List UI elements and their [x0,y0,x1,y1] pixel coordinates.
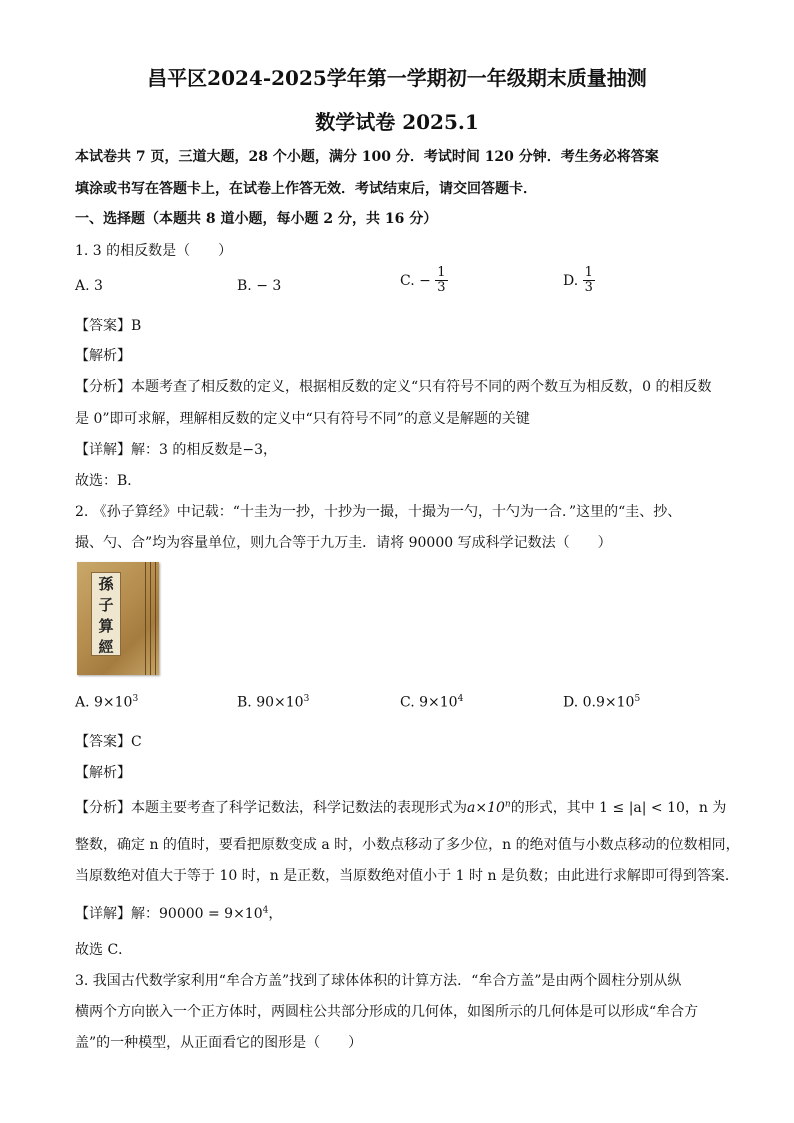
q2-fenxi-line-3: 当原数绝对值大于等于 10 时，n 是正数，当原数绝对值小于 1 时 n 是负数；由此进行求解即可得到答案． [75,868,739,884]
exponent: 4 [262,905,269,916]
q1-option-a: A. 3 [75,278,103,294]
q2-fenxi-line-2: 整数，确定 n 的值时，要看把原数变成 a 时，小数点移动了多少位，n 的绝对值与小数点移动的位数相同， [75,837,740,853]
fraction-numerator: 1 [584,265,593,280]
q3-line-2: 横两个方向嵌入一个正方体时，两圆柱公共部分形成的几何体，如图所示的几何体是可以形成“牟合方 [75,1004,699,1020]
exponent: 5 [634,694,641,704]
book-title-label [91,572,121,656]
q1-option-c [400,266,448,296]
q3-line-3: 盖”的一种模型，从正面看它的图形是（ ） [75,1035,363,1051]
q2-option-c [400,694,463,711]
q2-detail-text: 【详解】解：90000 = 9×10 [75,906,263,922]
q1-option-d-fraction [583,266,595,296]
exponent: 4 [457,694,464,704]
q1-analysis-label: 【解析】 [75,348,131,364]
q2-fenxi-formula: a×10 [467,800,505,816]
q3-line-1: 3. 我国古代数学家利用“牟合方盖”找到了球体体积的计算方法．“牟合方盖”是由两个圆柱分别从纵 [75,973,682,989]
fraction-denominator: 3 [584,280,593,296]
exam-subtitle: 数学试卷 2025.1 [315,110,479,134]
q1-option-d-prefix: D. [563,272,583,289]
book-title-char: 經 [98,638,114,656]
q1-stem: 1. 3 的相反数是（ ） [75,243,233,259]
q1-answer: 【答案】B [75,318,142,334]
q1-option-c-fraction [435,266,447,296]
intro-line-2: 填涂或书写在答题卡上，在试卷上作答无效．考试结束后，请交回答题卡． [75,181,537,197]
q2-detail-end: ， [268,906,283,922]
sunzi-suanjing-book-image [77,562,159,675]
book-binding-line [145,562,146,675]
q1-option-c-prefix: C. − [400,272,431,289]
q2-stem-line-2: 撮、勺、合”均为容量单位，则九合等于九万圭．请将 90000 写成科学记数法（ ） [75,535,612,551]
q2-choose: 故选 C． [75,942,133,958]
q2-fenxi-text-a: 【分析】本题主要考查了科学记数法，科学记数法的表现形式为 [75,800,467,816]
q2-detail [75,903,282,923]
exponent: 3 [303,694,310,704]
q1-option-b: B. − 3 [237,278,282,294]
book-binding-line [155,562,156,675]
fraction-denominator: 3 [437,280,446,296]
q1-choose: 故选：B． [75,473,142,489]
q2-fenxi-text-c: 的形式，其中 1 ≤ |a| < 10，n 为 [510,800,727,816]
q2-option-a [75,694,138,711]
q1-option-d [563,266,595,296]
q2-option-b-text: B. 90×10 [237,694,304,711]
fraction-numerator: 1 [437,265,446,280]
q2-fenxi-line-1 [75,797,726,817]
book-title-char: 算 [98,617,114,635]
book-title-char: 孫 [98,575,114,593]
book-title-char: 子 [98,596,114,614]
exam-title: 昌平区2024-2025学年第一学期初一年级期末质量抽测 [147,66,647,90]
exponent: 3 [132,694,139,704]
q2-option-b [237,694,309,711]
q2-option-c-text: C. 9×10 [400,694,458,711]
q2-answer: 【答案】C [75,734,142,750]
q2-analysis-label: 【解析】 [75,765,131,781]
q1-fenxi-line-1: 【分析】本题考查了相反数的定义，根据相反数的定义“只有符号不同的两个数互为相反数，0 的相反数 [75,379,712,395]
q2-stem-line-1: 2. 《孙子算经》中记载：“十圭为一抄，十抄为一撮，十撮为一勺，十勺为一合．”这里的“圭、抄、 [75,504,682,520]
q1-detail: 【详解】解：3 的相反数是−3， [75,442,277,458]
exponent: n [504,799,511,810]
q2-option-d [563,694,640,711]
q2-option-d-text: D. 0.9×10 [563,694,635,711]
section-1-title: 一、选择题（本题共 8 道小题，每小题 2 分，共 16 分） [75,211,438,227]
intro-line-1: 本试卷共 7 页，三道大题，28 个小题，满分 100 分．考试时间 120 分钟．考生务必将答案 [75,149,659,165]
q2-option-a-text: A. 9×10 [75,694,133,711]
book-binding-line [150,562,151,675]
q1-fenxi-line-2: 是 0”即可求解，理解相反数的定义中“只有符号不同”的意义是解题的关键 [75,411,530,427]
